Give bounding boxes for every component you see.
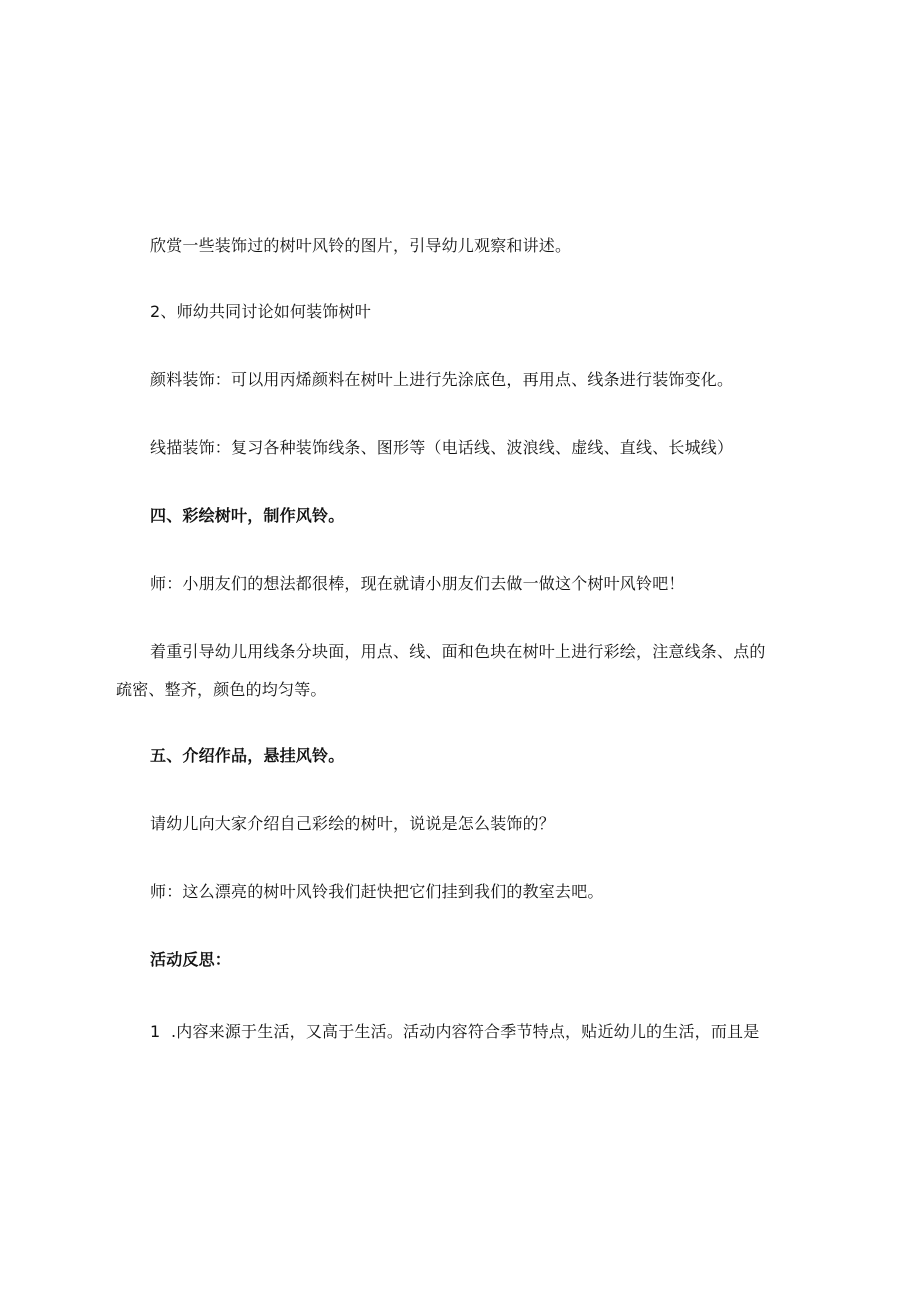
- heading-reflection: 活动反思：: [150, 950, 232, 969]
- paragraph-teacher-encourage: 师：小朋友们的想法都很棒，现在就请小朋友们去做一做这个树叶风铃吧！: [150, 574, 685, 593]
- paragraph-appreciate-pictures: 欣赏一些装饰过的树叶风铃的图片，引导幼儿观察和讲述。: [150, 236, 572, 255]
- paragraph-teacher-hang: 师：这么漂亮的树叶风铃我们赶快把它们挂到我们的教室去吧。: [150, 882, 604, 901]
- paragraph-introduce-leaves: 请幼儿向大家介绍自己彩绘的树叶，说说是怎么装饰的？: [150, 814, 556, 833]
- paragraph-paint-decoration: 颜料装饰：可以用丙烯颜料在树叶上进行先涂底色，再用点、线条进行装饰变化。: [150, 370, 734, 389]
- paragraph-discuss-decoration: 2、师幼共同讨论如何装饰树叶: [150, 302, 371, 321]
- paragraph-reflection-one: 1 .内容来源于生活，又高于生活。活动内容符合季节特点，贴近幼儿的生活，而且是: [150, 1022, 760, 1041]
- paragraph-guide-coloring-continuation: 疏密、整齐，颜色的均匀等。: [116, 680, 327, 699]
- paragraph-line-decoration: 线描装饰：复习各种装饰线条、图形等（电话线、波浪线、虚线、直线、长城线）: [150, 438, 734, 457]
- heading-section-five: 五、介绍作品，悬挂风铃。: [150, 746, 345, 765]
- paragraph-guide-coloring: 着重引导幼儿用线条分块面，用点、线、面和色块在树叶上进行彩绘，注意线条、点的: [150, 642, 766, 661]
- heading-section-four: 四、彩绘树叶，制作风铃。: [150, 506, 345, 525]
